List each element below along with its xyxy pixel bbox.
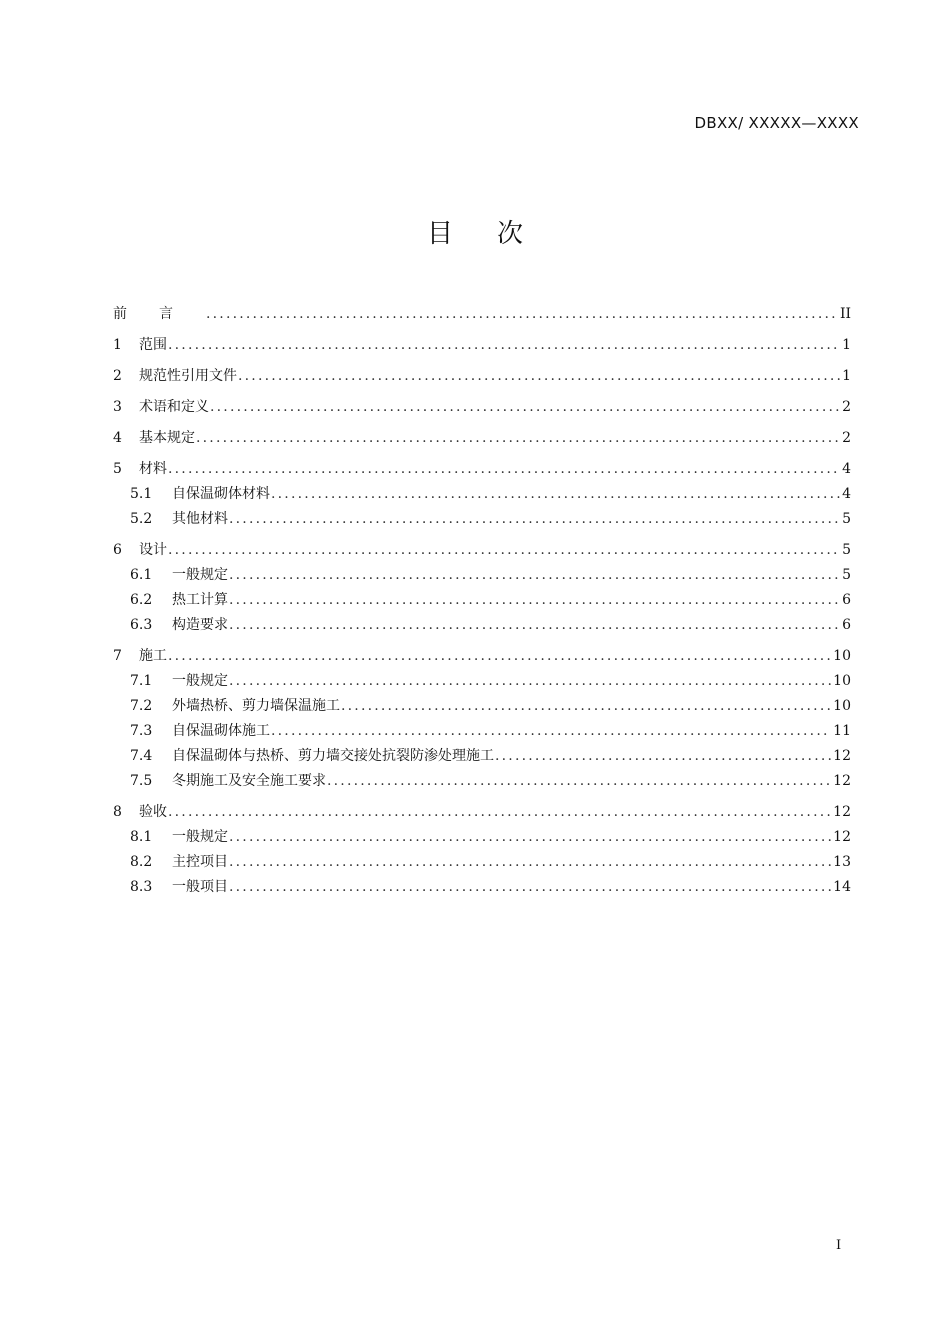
toc-entry-number: 7.3	[130, 723, 153, 739]
standard-code: DBXX/ XXXXX—XXXX	[694, 114, 859, 132]
toc-entry-3[interactable]	[113, 395, 851, 420]
toc-entry-number: 5.1	[130, 486, 153, 502]
toc-entry-number: 7.2	[130, 698, 153, 714]
toc-entry-label: 构造要求	[172, 617, 228, 633]
toc-entry-label: 施工	[139, 648, 167, 664]
toc-entry-5-1[interactable]	[113, 482, 851, 507]
toc-entry-6-2[interactable]	[113, 588, 851, 613]
toc-entry-label: 自保温砌体施工	[172, 723, 270, 739]
toc-entry-5-2[interactable]	[113, 507, 851, 532]
toc-entry-label: 自保温砌体材料	[172, 486, 270, 502]
toc-entry-6-1[interactable]	[113, 563, 851, 588]
toc-leader-dots	[340, 694, 831, 719]
toc-entry-number: 8.3	[130, 879, 153, 895]
toc-entry-number: 7.1	[130, 673, 153, 689]
toc-entry-page: 5	[842, 542, 851, 558]
toc-entry-number: 5	[113, 461, 122, 477]
toc-entry-page: 10	[833, 698, 851, 714]
toc-leader-dots	[494, 744, 831, 769]
toc-entry-page: 1	[842, 368, 851, 384]
toc-entry-7-5[interactable]	[113, 769, 851, 794]
toc-entry-label: 一般项目	[172, 879, 228, 895]
toc-entry-8[interactable]	[113, 800, 851, 825]
toc-entry-number: 8.2	[130, 854, 153, 870]
toc-entry-page: 12	[833, 804, 851, 820]
toc-entry-label: 验收	[139, 804, 167, 820]
toc-entry-8-3[interactable]	[113, 875, 851, 900]
toc-entry-label: 前言	[113, 306, 205, 322]
toc-entry-label: 术语和定义	[139, 399, 209, 415]
toc-entry-7-2[interactable]	[113, 694, 851, 719]
toc-entry-7-1[interactable]	[113, 669, 851, 694]
toc-leader-dots	[228, 669, 831, 694]
toc-leader-dots	[270, 482, 840, 507]
toc-entry-number: 7.4	[130, 748, 153, 764]
toc-leader-dots	[228, 613, 840, 638]
toc-entry-label: 热工计算	[172, 592, 228, 608]
toc-leader-dots	[228, 825, 831, 850]
toc-entry-number: 8	[113, 804, 122, 820]
toc-entry-page: 2	[842, 430, 851, 446]
toc-entry-page: 4	[842, 486, 851, 502]
toc-entry-8-1[interactable]	[113, 825, 851, 850]
toc-leader-dots	[167, 644, 831, 669]
toc-entry-2[interactable]	[113, 364, 851, 389]
toc-entry-page: 13	[833, 854, 851, 870]
toc-entry-foreword[interactable]	[113, 302, 851, 327]
toc-entry-page: 5	[842, 567, 851, 583]
toc-entry-page: 11	[833, 723, 851, 739]
toc-entry-page: 10	[833, 673, 851, 689]
toc-entry-number: 2	[113, 368, 122, 384]
toc-entry-label: 其他材料	[172, 511, 228, 527]
toc-entry-page: 12	[833, 829, 851, 845]
toc-entry-number: 4	[113, 430, 122, 446]
toc-entry-7-3[interactable]	[113, 719, 851, 744]
toc-leader-dots	[167, 333, 840, 358]
toc-entry-page: 5	[842, 511, 851, 527]
toc-leader-dots	[167, 800, 831, 825]
toc-entry-6-3[interactable]	[113, 613, 851, 638]
toc-entry-8-2[interactable]	[113, 850, 851, 875]
toc-entry-page: 4	[842, 461, 851, 477]
toc-entry-6[interactable]	[113, 538, 851, 563]
toc-entry-page: 12	[833, 748, 851, 764]
toc-entry-page: 6	[842, 617, 851, 633]
toc-entry-number: 5.2	[130, 511, 153, 527]
toc-entry-page: 10	[833, 648, 851, 664]
toc-leader-dots	[228, 875, 831, 900]
toc-leader-dots	[228, 507, 840, 532]
toc-entry-number: 7.5	[130, 773, 153, 789]
toc-entry-7[interactable]	[113, 644, 851, 669]
toc-leader-dots	[326, 769, 831, 794]
toc-entry-label: 材料	[139, 461, 167, 477]
toc-entry-page: 14	[833, 879, 851, 895]
toc-entry-label: 主控项目	[172, 854, 228, 870]
toc-leader-dots	[205, 302, 838, 327]
table-of-contents	[113, 302, 851, 900]
toc-entry-label: 自保温砌体与热桥、剪力墙交接处抗裂防渗处理施工	[172, 748, 494, 764]
toc-entry-label: 一般规定	[172, 829, 228, 845]
toc-entry-4[interactable]	[113, 426, 851, 451]
toc-entry-page: 1	[842, 337, 851, 353]
toc-leader-dots	[209, 395, 840, 420]
toc-entry-label: 外墙热桥、剪力墙保温施工	[172, 698, 340, 714]
toc-leader-dots	[228, 563, 840, 588]
toc-leader-dots	[195, 426, 840, 451]
toc-entry-label: 一般规定	[172, 673, 228, 689]
toc-leader-dots	[167, 538, 840, 563]
toc-leader-dots	[270, 719, 831, 744]
toc-entry-label: 范围	[139, 337, 167, 353]
toc-leader-dots	[237, 364, 840, 389]
toc-entry-number: 1	[113, 337, 122, 353]
toc-entry-label: 冬期施工及安全施工要求	[172, 773, 326, 789]
toc-entry-number: 6	[113, 542, 122, 558]
toc-leader-dots	[228, 850, 831, 875]
toc-entry-label: 规范性引用文件	[139, 368, 237, 384]
toc-entry-label: 基本规定	[139, 430, 195, 446]
toc-entry-number: 7	[113, 648, 122, 664]
page-number: I	[836, 1238, 842, 1253]
toc-leader-dots	[167, 457, 840, 482]
toc-title: 目次	[426, 219, 567, 249]
toc-entry-page: II	[839, 306, 851, 322]
toc-entry-7-4[interactable]	[113, 744, 851, 769]
toc-entry-page: 6	[842, 592, 851, 608]
toc-entry-5[interactable]	[113, 457, 851, 482]
toc-entry-number: 6.3	[130, 617, 153, 633]
toc-entry-label: 设计	[139, 542, 167, 558]
toc-entry-label: 一般规定	[172, 567, 228, 583]
toc-entry-number: 8.1	[130, 829, 153, 845]
toc-entry-number: 3	[113, 399, 122, 415]
toc-leader-dots	[228, 588, 840, 613]
toc-entry-1[interactable]	[113, 333, 851, 358]
toc-entry-number: 6.1	[130, 567, 153, 583]
toc-entry-number: 6.2	[130, 592, 153, 608]
toc-entry-page: 12	[833, 773, 851, 789]
toc-entry-page: 2	[842, 399, 851, 415]
